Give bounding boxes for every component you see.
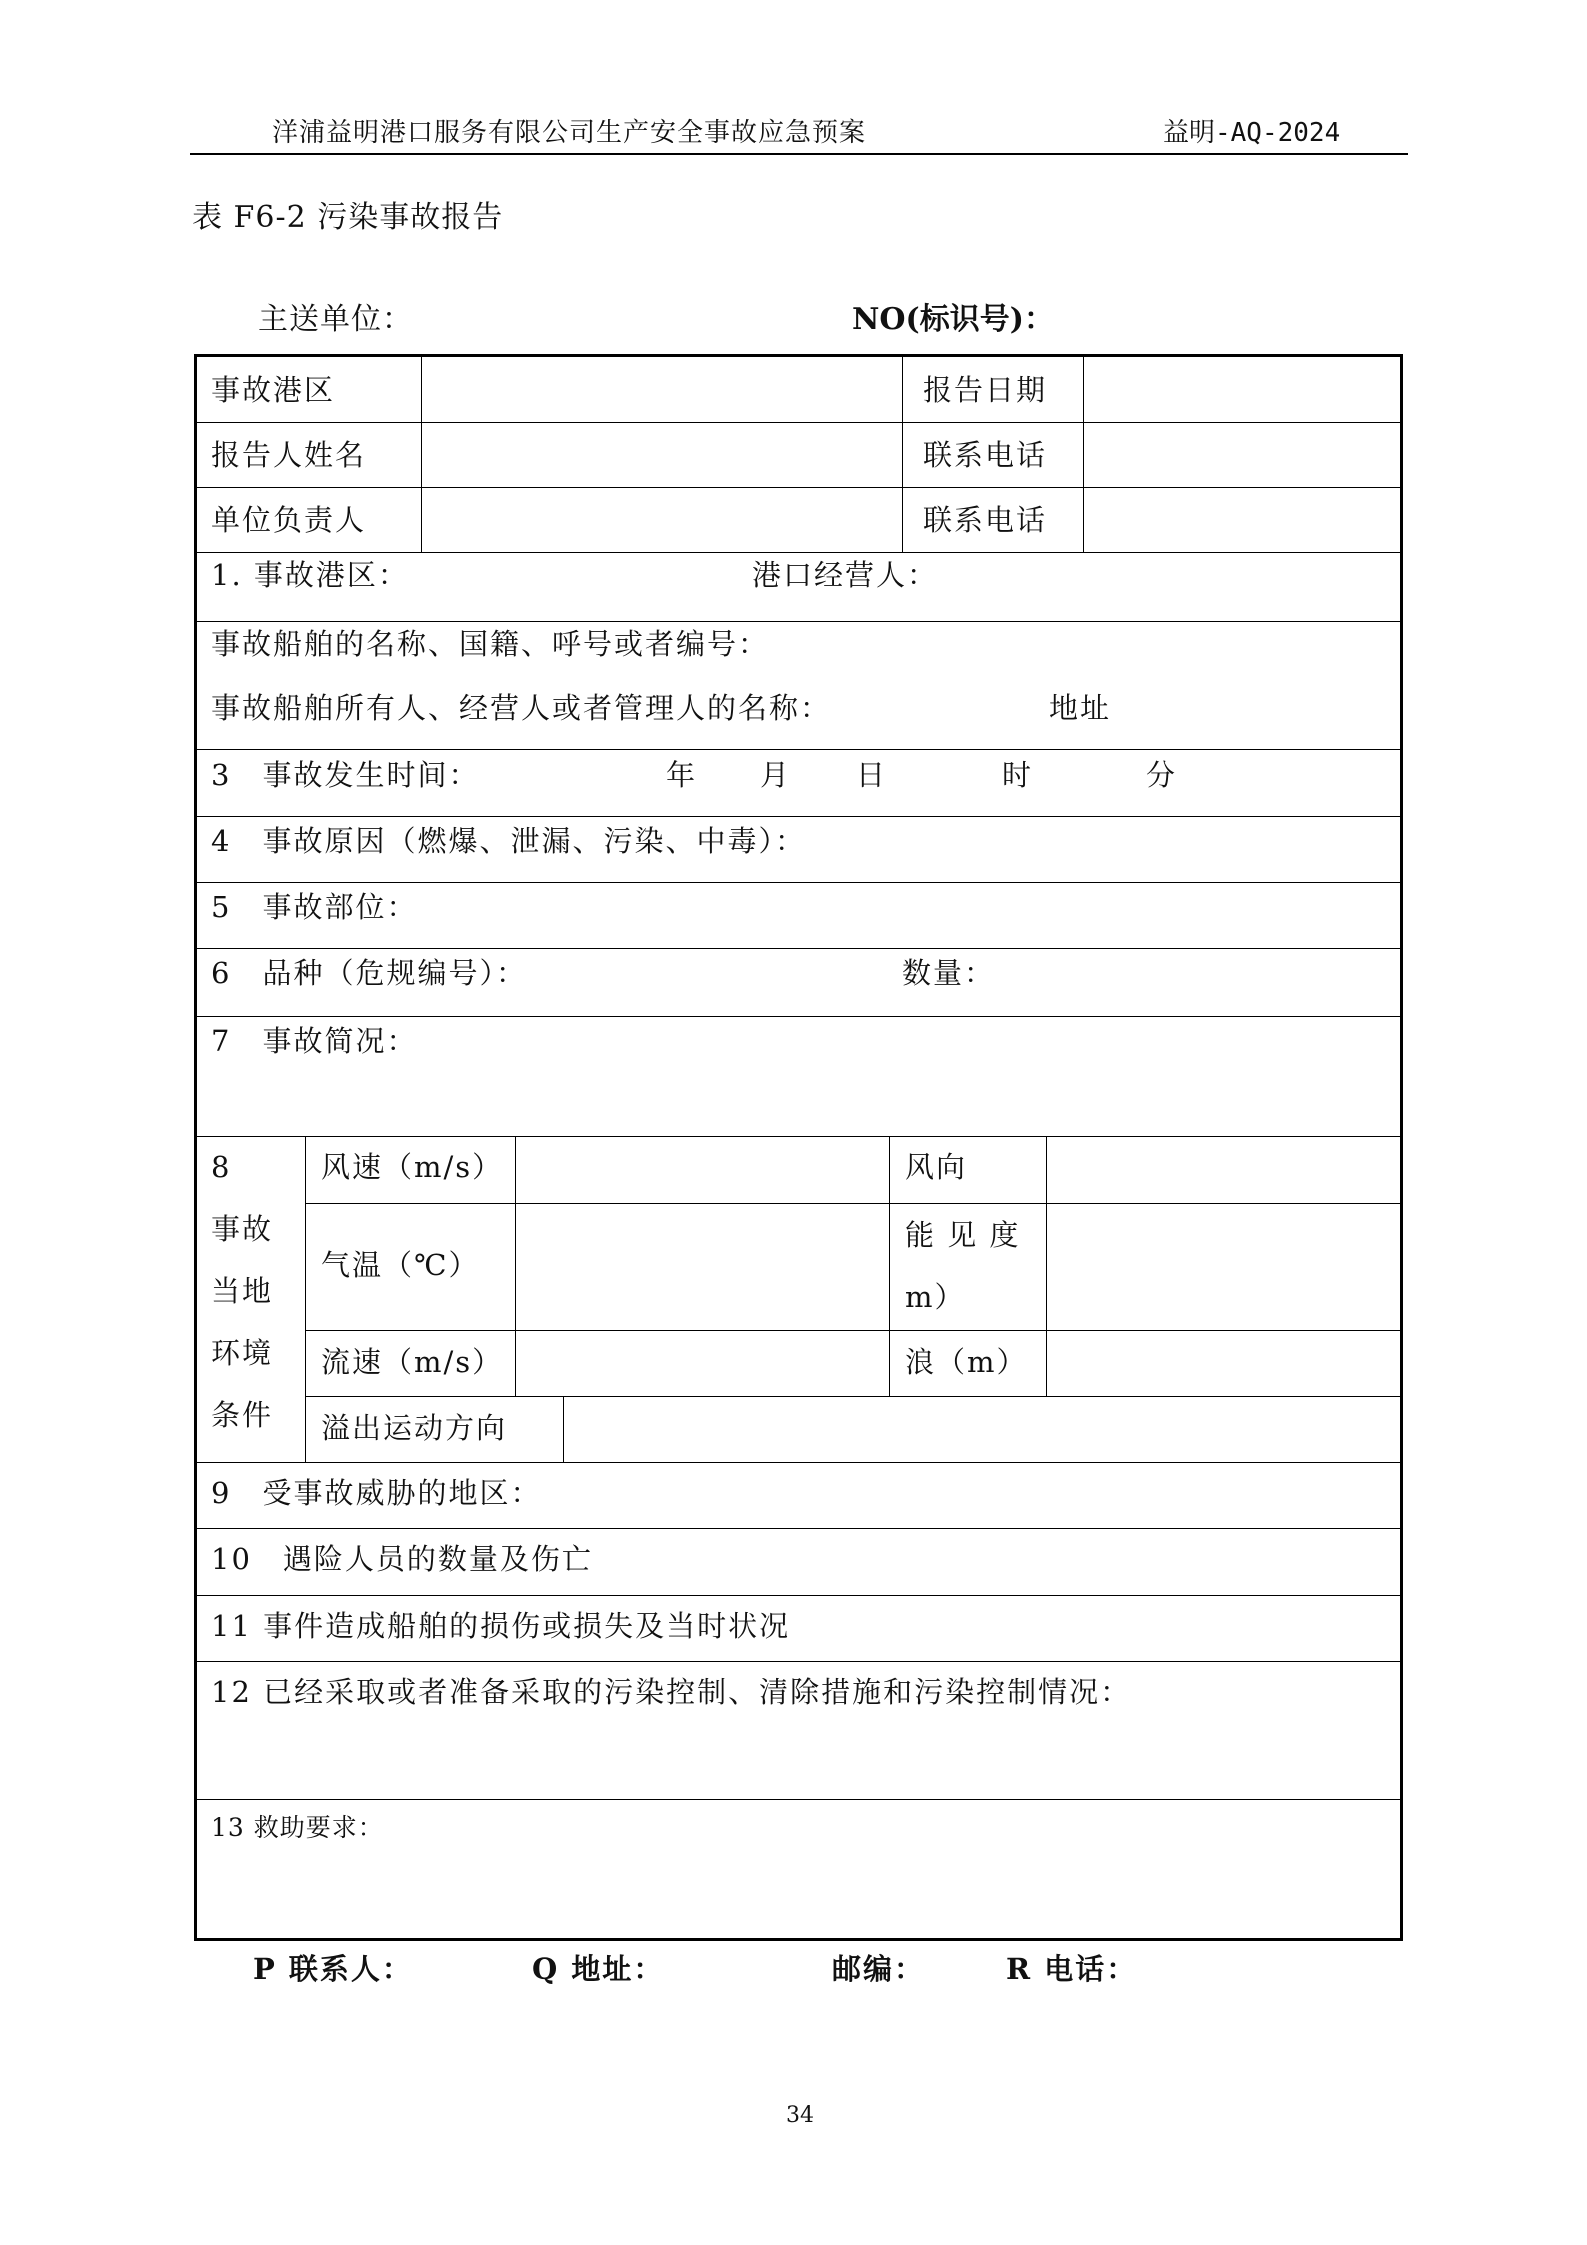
column-divider — [305, 1136, 306, 1462]
row-divider — [197, 948, 1400, 949]
wind-speed-label: 风速（m/s） — [321, 1150, 504, 1184]
visibility-label-line1: 能 见 度 — [905, 1218, 1021, 1252]
day-label: 日 — [856, 758, 888, 792]
pollution-report-form — [194, 354, 1403, 1941]
unit-head-label: 单位负责人 — [211, 503, 367, 537]
item6-variety: 6 品种（危规编号）： — [211, 956, 527, 990]
row-divider — [197, 749, 1400, 750]
footer-postcode: 邮编： — [832, 1952, 926, 1986]
row-divider — [197, 487, 1400, 488]
wind-direction-label: 风向 — [905, 1150, 968, 1184]
sender-unit-label: 主送单位： — [258, 302, 413, 337]
document-header-title: 洋浦益明港口服务有限公司生产安全事故应急预案 — [272, 118, 867, 148]
item1-port-area: 1. 事故港区： — [211, 558, 409, 592]
row-divider — [197, 1595, 1400, 1596]
wave-label: 浪（m） — [905, 1345, 1028, 1379]
column-divider — [563, 1396, 564, 1462]
row-divider — [305, 1330, 1400, 1331]
row-divider — [197, 1661, 1400, 1662]
footer-address: Q 地址： — [532, 1952, 665, 1986]
row-divider — [197, 1799, 1400, 1800]
item11-ship-damage: 11 事件造成船舶的损伤或损失及当时状况 — [211, 1609, 791, 1643]
column-divider — [515, 1136, 516, 1396]
reporter-name-label: 报告人姓名 — [211, 438, 367, 472]
row-divider — [197, 1528, 1400, 1529]
env-item-number: 8 — [211, 1150, 232, 1184]
row-divider — [197, 816, 1400, 817]
document-code: 益明-AQ-2024 — [1163, 118, 1341, 148]
page-number: 34 — [786, 2103, 814, 2128]
footer-contact-person: P 联系人： — [253, 1952, 413, 1986]
item3-occurrence-time: 3 事故发生时间： — [211, 758, 480, 792]
address-label: 地址 — [1049, 691, 1112, 725]
item9-threatened-area: 9 受事故威胁的地区： — [211, 1476, 542, 1510]
ship-name-line: 事故船舶的名称、国籍、呼号或者编号： — [211, 627, 770, 661]
quantity-label: 数量： — [902, 956, 996, 990]
serial-number-label: NO(标识号)： — [852, 302, 1054, 337]
env-label-line3: 环境 — [211, 1336, 274, 1370]
row-divider — [197, 552, 1400, 553]
contact-phone-label-2: 联系电话 — [923, 503, 1048, 537]
ship-owner-line: 事故船舶所有人、经营人或者管理人的名称： — [211, 691, 832, 725]
row-divider — [197, 882, 1400, 883]
env-label-line4: 条件 — [211, 1398, 274, 1432]
header-divider — [190, 153, 1408, 155]
footer-phone: R 电话： — [1006, 1952, 1138, 1986]
row-divider — [305, 1396, 1400, 1397]
current-speed-label: 流速（m/s） — [321, 1345, 504, 1379]
row-divider — [197, 1016, 1400, 1017]
temperature-label: 气温（℃） — [321, 1248, 480, 1282]
row-divider — [197, 422, 1400, 423]
column-divider — [902, 357, 903, 552]
env-label-line1: 事故 — [211, 1212, 274, 1246]
row-divider — [197, 621, 1400, 622]
row-divider — [197, 1136, 1400, 1137]
item10-casualties: 10 遇险人员的数量及伤亡 — [211, 1542, 593, 1576]
contact-phone-label: 联系电话 — [923, 438, 1048, 472]
item4-cause: 4 事故原因（燃爆、泄漏、污染、中毒）： — [211, 824, 806, 858]
item12-pollution-control: 12 已经采取或者准备采取的污染控制、清除措施和污染控制情况： — [211, 1675, 1132, 1709]
report-date-label: 报告日期 — [923, 373, 1048, 407]
column-divider — [1046, 1136, 1047, 1396]
column-divider — [421, 357, 422, 552]
row-divider — [305, 1203, 1400, 1204]
spill-direction-label: 溢出运动方向 — [321, 1411, 508, 1445]
table-title: 表 F6-2 污染事故报告 — [192, 200, 504, 235]
item5-location: 5 事故部位： — [211, 890, 418, 924]
item13-rescue-request: 13 救助要求： — [211, 1813, 384, 1842]
item7-summary: 7 事故简况： — [211, 1024, 418, 1058]
row-divider — [197, 1462, 1400, 1463]
item1-port-operator: 港口经营人： — [752, 558, 939, 592]
hour-label: 时 — [1002, 758, 1034, 792]
column-divider — [1083, 357, 1084, 552]
year-label: 年 — [666, 758, 698, 792]
port-area-label: 事故港区 — [211, 373, 336, 407]
minute-label: 分 — [1146, 758, 1178, 792]
column-divider — [889, 1136, 890, 1396]
visibility-label-line2: m） — [905, 1280, 966, 1314]
env-label-line2: 当地 — [211, 1274, 274, 1308]
month-label: 月 — [760, 758, 792, 792]
